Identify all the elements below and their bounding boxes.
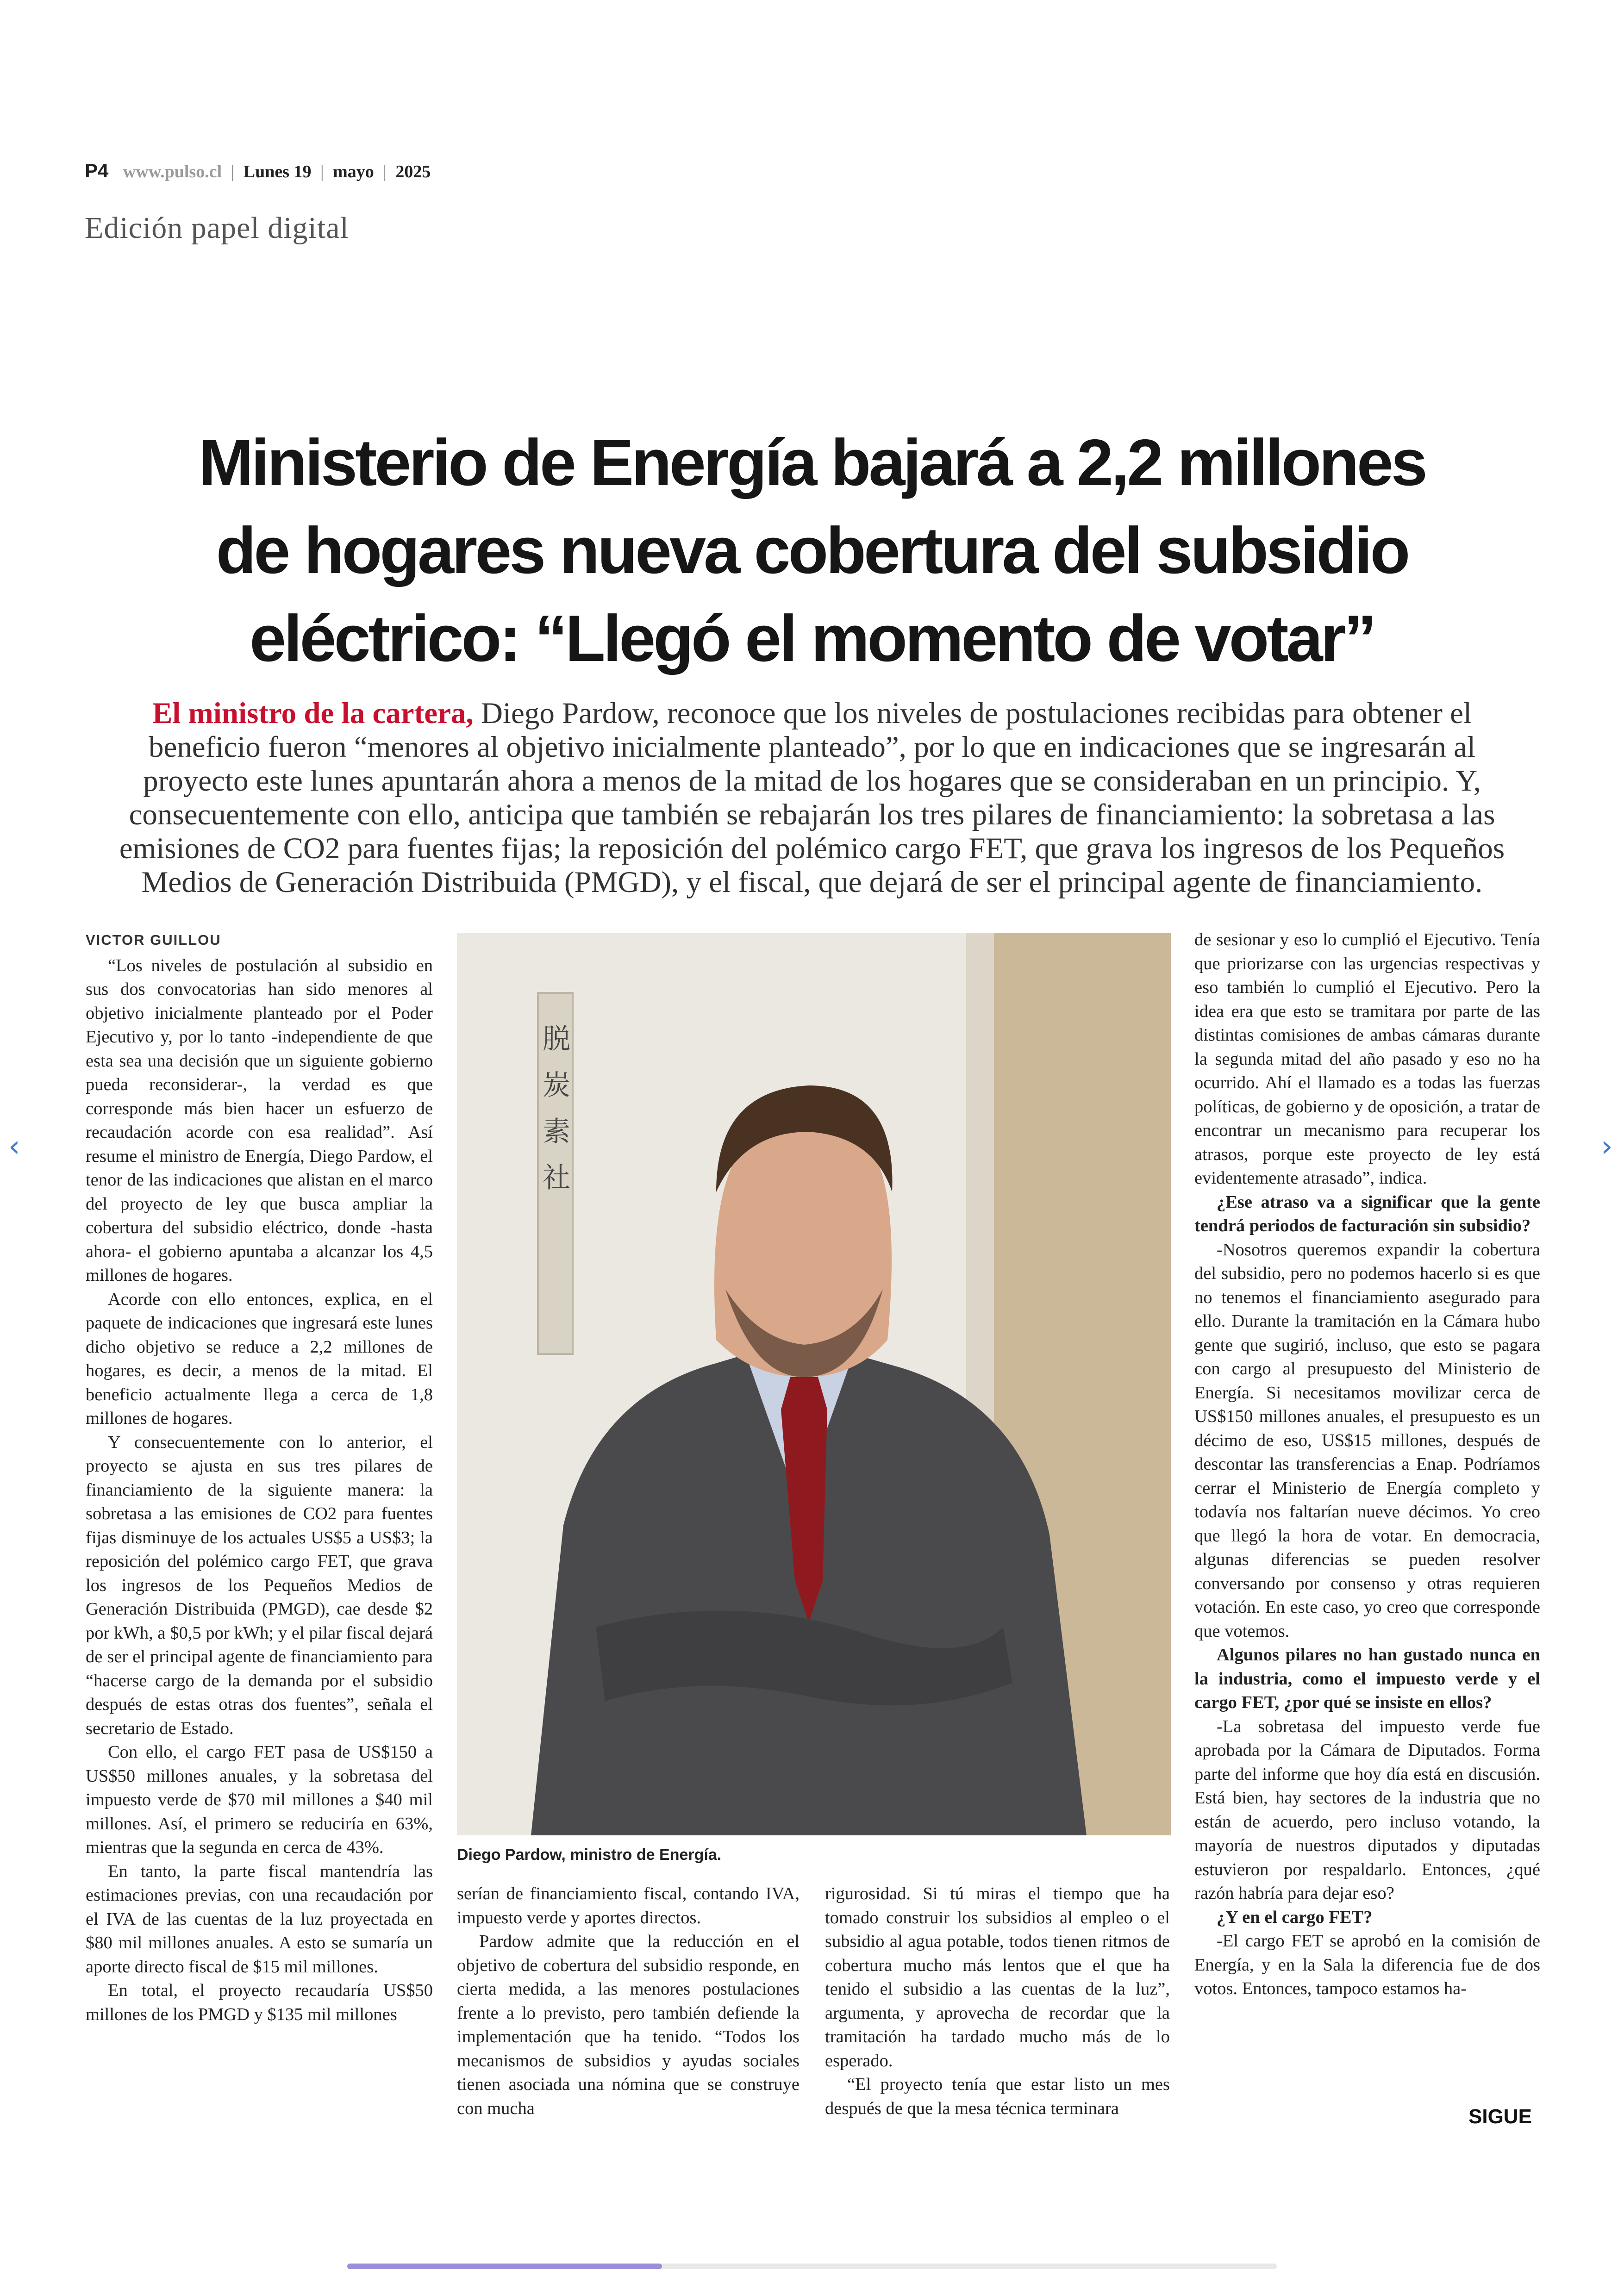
svg-text:社: 社	[543, 1162, 570, 1194]
interview-question: ¿Ese atraso va a significar que la gente tendrá periodos de facturación sin subsidio?	[1194, 1192, 1540, 1235]
article-column-2	[457, 1882, 800, 2120]
page-header: P4 www.pulso.cl | Lunes 19 | mayo | 2025	[85, 160, 431, 181]
paragraph: Pardow admite que la reducción en el objetivo de cobertura del subsidio responde, en cierta medida, a las menores postulaciones frente a lo previsto, pero también defiende la implementación que ha tenido. “Todos los mecanismos de subsidios y ayudas sociales tienen asociada una nómina que se construye con mucha	[457, 1932, 800, 2118]
paragraph: En tanto, la parte fiscal mantendría las estimaciones previas, con una recaudación por el IVA de las cuentas de la luz proyectada en $80 mil millones anuales. A esto se sumaría un aporte directo fiscal de $15 mil millones.	[86, 1861, 433, 1977]
lead-line: Diego Pardow, reconoce que los niveles de postulaciones recibidas para obtener el	[473, 697, 1472, 730]
chevron-right-icon[interactable]: ›	[1601, 1129, 1613, 1164]
lead-line: proyecto este lunes apuntarán ahora a menos de la mitad de los hogares que se consideraban en un principio. Y,	[143, 764, 1481, 798]
interview-question: ¿Y en el cargo FET?	[1217, 1907, 1373, 1927]
article-column-1	[86, 928, 433, 2027]
portrait-illustration	[457, 933, 1171, 1835]
lead-highlight: El ministro de la cartera,	[152, 697, 474, 730]
photo-caption: Diego Pardow, ministro de Energía.	[457, 1846, 722, 1864]
paragraph: En total, el proyecto recaudaría US$50 millones de los PMGD y $135 mil millones	[86, 1981, 433, 2024]
lead-line: Medios de Generación Distribuida (PMGD), y el fiscal, que dejará de ser el principal agente de financiamiento.	[141, 866, 1483, 899]
byline: VICTOR GUILLOU	[86, 932, 221, 948]
interview-question: Algunos pilares no han gustado nunca en la industria, como el impuesto verde y el cargo FET, ¿por qué se insiste en ellos?	[1194, 1645, 1540, 1712]
paragraph: Acorde con ello entonces, explica, en el paquete de indicaciones que ingresará este lunes dicho objetivo se reduce a 2,2 millones de hogares, es decir, a menos de la mitad. El beneficio actualmente llega a cerca de 1,8 millones de hogares.	[86, 1289, 433, 1428]
paragraph: Y consecuentemente con lo anterior, el proyecto se ajusta en sus tres pilares de financiamiento de la siguiente manera: la sobretasa a las emisiones de CO2 para fuentes fijas disminuye de los actuales US$5 a US$3; la reposición del polémico cargo FET, que grava los ingresos de los Pequeños Medios de Generación Distribuida (PMGD), cae desde $2 por kWh, a $0,5 por kWh; y el pilar fiscal dejará de ser el principal agente de financiamiento para “hacerse cargo de la demanda por el subsidio después de estas otras dos fuentes”, señala el secretario de Estado.	[86, 1432, 433, 1738]
page-scroll-thumb[interactable]	[347, 2264, 662, 2269]
portrait-photo	[457, 933, 1171, 1835]
issue-month: mayo	[333, 162, 374, 181]
article-lead	[83, 697, 1541, 899]
headline-line: de hogares nueva cobertura del subsidio	[216, 514, 1408, 587]
article-column-4	[1194, 928, 1540, 2001]
article-headline	[69, 419, 1555, 683]
paragraph: rigurosidad. Si tú miras el tiempo que ha tomado construir los subsidios al empleo o el subsidio al agua potable, todos tienen ritmos de cobertura mucho más lentos que el que ha tenido el subsidio a las cuentas de la luz”, argumenta, y aprovecha de recordar que la tramitación ha tardado mucho más de lo esperado.	[825, 1884, 1170, 2070]
page-number: P4	[85, 160, 109, 181]
site-url: www.pulso.cl	[123, 162, 222, 181]
interview-answer: -Nosotros queremos expandir la cobertura del subsidio, pero no podemos hacerlo si es que no tenemos el financiamiento asegurado para ello. Durante la tramitación en la Cámara hubo gente que sugirió, incluso, que esto se pagara con cargo al presupuesto del Ministerio de Energía. Si necesitamos movilizar cerca de US$150 millones anuales, el presupuesto es un décimo de eso, US$15 millones, después de descontar las transferencias a Enap. Podríamos cerrar el Ministerio de Energía completo y todavía nos faltarían nueve décimos. Yo creo que llegó la hora de votar. En democracia, algunas diferencias se pueden resolver conversando por consenso y otras requieren votación. En este caso, yo creo que corresponde que votemos.	[1194, 1240, 1540, 1641]
headline-line: eléctrico: “Llegó el momento de votar”	[250, 602, 1374, 675]
edition-label: Edición papel digital	[85, 211, 349, 245]
chevron-left-icon[interactable]: ‹	[8, 1129, 20, 1164]
paragraph: serían de financiamiento fiscal, contando IVA, impuesto verde y aportes directos.	[457, 1884, 800, 1927]
svg-text:炭: 炭	[543, 1069, 570, 1102]
continued-label: SIGUE	[1468, 2105, 1532, 2128]
svg-text:脱: 脱	[543, 1023, 570, 1055]
headline-line: Ministerio de Energía bajará a 2,2 millones	[199, 426, 1425, 499]
paragraph: “El proyecto tenía que estar listo un mes después de que la mesa técnica terminara	[825, 2075, 1170, 2118]
issue-year: 2025	[395, 162, 431, 181]
lead-line: beneficio fueron “menores al objetivo inicialmente planteado”, por lo que en indicaciones que se ingresarán al	[148, 730, 1476, 764]
paragraph: Con ello, el cargo FET pasa de US$150 a US$50 millones anuales, y la sobretasa del impuesto verde de $70 mil millones a $40 mil millones. Así, el primero se reduciría en 63%, mientras que la segunda en cerca de 43%.	[86, 1742, 433, 1857]
lead-line: emisiones de CO2 para fuentes fijas; la reposición del polémico cargo FET, que grava los ingresos de los Pequeños	[119, 832, 1505, 865]
interview-answer: -El cargo FET se aprobó en la comisión de Energía, y en la Sala la diferencia fue de dos votos. Entonces, tampoco estamos ha-	[1194, 1931, 1540, 1998]
paragraph: “Los niveles de postulación al subsidio en sus dos convocatorias han sido menores al objetivo inicialmente planteado por el Poder Ejecutivo y, por lo tanto -independiente de que esta sea una decisión que un siguiente gobierno pueda reconsiderar-, la verdad es que corresponde más bien hacer un esfuerzo de recaudación acorde con esa realidad”. Así resume el ministro de Energía, Diego Pardow, el tenor de las indicaciones que alistan en el marco del proyecto de ley que busca ampliar la cobertura del subsidio eléctrico, donde -hasta ahora- el gobierno apuntaba a alcanzar los 4,5 millones de hogares.	[86, 955, 433, 1285]
issue-day: Lunes 19	[243, 162, 312, 181]
interview-answer: -La sobretasa del impuesto verde fue aprobada por la Cámara de Diputados. Forma parte del informe que hoy día está en discusión. Está bien, hay sectores de la industria que no están de acuerdo, pero incluso votando, la mayoría de nuestros diputados y diputadas estuvieron por respaldarlo. Entonces, ¿qué razón habría para dejar eso?	[1194, 1716, 1540, 1903]
lead-line: consecuentemente con ello, anticipa que también se rebajarán los tres pilares de financiamiento: la sobretasa a las	[129, 798, 1495, 831]
paragraph: de sesionar y eso lo cumplió el Ejecutivo. Tenía que priorizarse con las urgencias respectivas y eso también lo cumplió el Ejecutivo. Pero la idea era que esto se tramitara por parte de las distintas comisiones de ambas cámaras durante la segunda mitad del año pasado y eso no ha ocurrido. Ahí el llamado es a todas las fuerzas políticas, de gobierno y de oposición, a tratar de encontrar un mecanismo para recuperar los atrasos, porque este proyecto de ley está evidentemente atrasado”, indica.	[1194, 930, 1540, 1188]
svg-text:素: 素	[543, 1116, 570, 1148]
article-column-3	[825, 1882, 1170, 2120]
